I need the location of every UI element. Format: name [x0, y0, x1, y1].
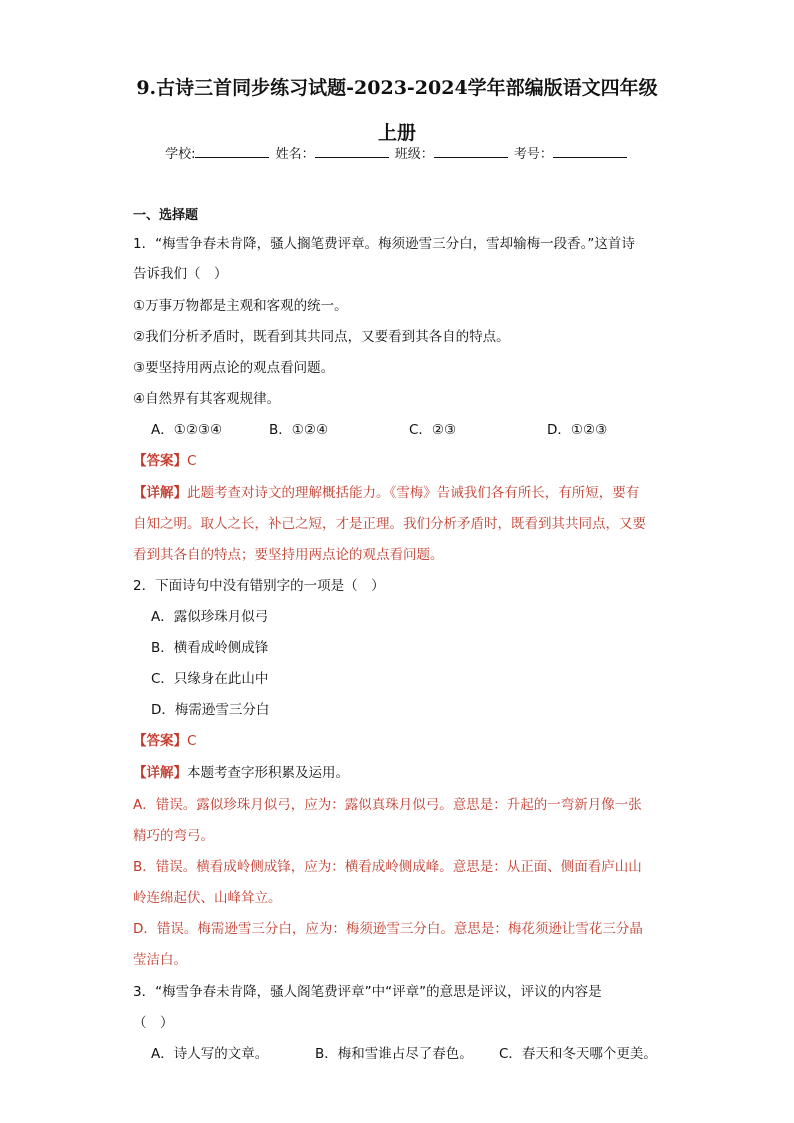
q3-option-a[interactable]: A．诗人写的文章。 — [151, 1046, 269, 1062]
q3-option-c[interactable]: C．春天和冬天哪个更美。 — [499, 1046, 657, 1062]
q2-option-d[interactable]: D．梅需逊雪三分白 — [151, 702, 270, 718]
q1-detail-line-3: 看到其各自的特点；要坚持用两点论的观点看问题。 — [133, 547, 444, 563]
q2-answer-tag: 【答案】 — [133, 733, 187, 749]
q2-option-a[interactable]: A．露似珍珠月似弓 — [151, 609, 269, 625]
q1-stem-line-2: 告诉我们（ ） — [133, 266, 228, 282]
title-line-1: 9.古诗三首同步练习试题-2023-2024学年部编版语文四年级 — [136, 77, 658, 99]
school-label: 学校: — [165, 147, 196, 162]
q1-answer-value: C — [187, 453, 197, 469]
q1-option-c[interactable]: C．②③ — [409, 422, 457, 438]
q2-detail-text: 本题考查字形积累及运用。 — [187, 765, 349, 781]
q2-answer — [133, 731, 196, 751]
q1-option-d[interactable]: D．①②③ — [547, 422, 608, 438]
number-label: 考号： — [513, 147, 553, 162]
q1-detail-text-1: 此题考查对诗文的理解概括能力。《雪梅》告诫我们各有所长，有所短，要有 — [187, 485, 640, 501]
q1-statement-4: ④自然界有其客观规律。 — [133, 391, 281, 407]
q1-statement-2: ②我们分析矛盾时，既看到其共同点，又要看到其各自的特点。 — [133, 329, 510, 345]
title-line-2: 上册 — [377, 122, 416, 144]
section-heading: 一、选择题 — [133, 208, 199, 223]
q2-detail-line — [133, 763, 349, 783]
student-info-line — [0, 144, 794, 165]
class-blank[interactable] — [434, 144, 508, 158]
q1-detail-line-1 — [133, 483, 639, 503]
q2-analysis-a-line-1: A．错误。露似珍珠月似弓，应为：露似真珠月似弓。意思是：升起的一弯新月像一张 — [133, 797, 642, 813]
q1-detail-line-2: 自知之明。取人之长，补己之短，才是正理。我们分析矛盾时，既看到其共同点，又要 — [133, 516, 646, 532]
q1-answer — [133, 451, 196, 471]
school-blank[interactable] — [195, 144, 269, 158]
page-title — [120, 66, 674, 156]
q1-detail-tag: 【详解】 — [133, 485, 187, 501]
q3-option-b[interactable]: B．梅和雪谁占尽了春色。 — [315, 1046, 473, 1062]
q2-analysis-b-line-1: B．错误。横看成岭侧成锋，应为：横看成岭侧成峰。意思是：从正面、侧面看庐山山 — [133, 859, 642, 875]
q1-statement-3: ③要坚持用两点论的观点看问题。 — [133, 360, 335, 376]
q1-option-a[interactable]: A．①②③④ — [151, 422, 223, 438]
q2-detail-tag: 【详解】 — [133, 765, 187, 781]
name-label: 姓名： — [275, 147, 315, 162]
q1-option-b[interactable]: B．①②④ — [269, 422, 329, 438]
q1-statement-1: ①万事万物都是主观和客观的统一。 — [133, 298, 348, 314]
q2-answer-value: C — [187, 733, 197, 749]
number-blank[interactable] — [553, 144, 627, 158]
q1-stem-line-1: 1．“梅雪争春未肯降，骚人搁笔费评章。梅须逊雪三分白，雪却输梅一段香。”这首诗 — [133, 236, 635, 252]
q2-option-b[interactable]: B．横看成岭侧成锋 — [151, 640, 269, 656]
q3-stem-line-2: （ ） — [133, 1015, 174, 1031]
q2-option-c[interactable]: C．只缘身在此山中 — [151, 671, 269, 687]
name-blank[interactable] — [315, 144, 389, 158]
class-label: 班级： — [394, 147, 434, 162]
q1-answer-tag: 【答案】 — [133, 453, 187, 469]
q2-analysis-b-line-2: 岭连绵起伏、山峰耸立。 — [133, 890, 282, 906]
q2-analysis-d-line-2: 莹洁白。 — [133, 952, 187, 968]
q2-analysis-a-line-2: 精巧的弯弓。 — [133, 828, 214, 844]
q3-stem-line-1: 3．“梅雪争春未肯降，骚人阁笔费评章”中“评章”的意思是评议，评议的内容是 — [133, 984, 602, 1000]
q2-analysis-d-line-1: D．错误。梅需逊雪三分白，应为：梅须逊雪三分白。意思是：梅花须逊让雪花三分晶 — [133, 921, 643, 937]
q2-stem: 2．下面诗句中没有错别字的一项是（ ） — [133, 578, 385, 594]
